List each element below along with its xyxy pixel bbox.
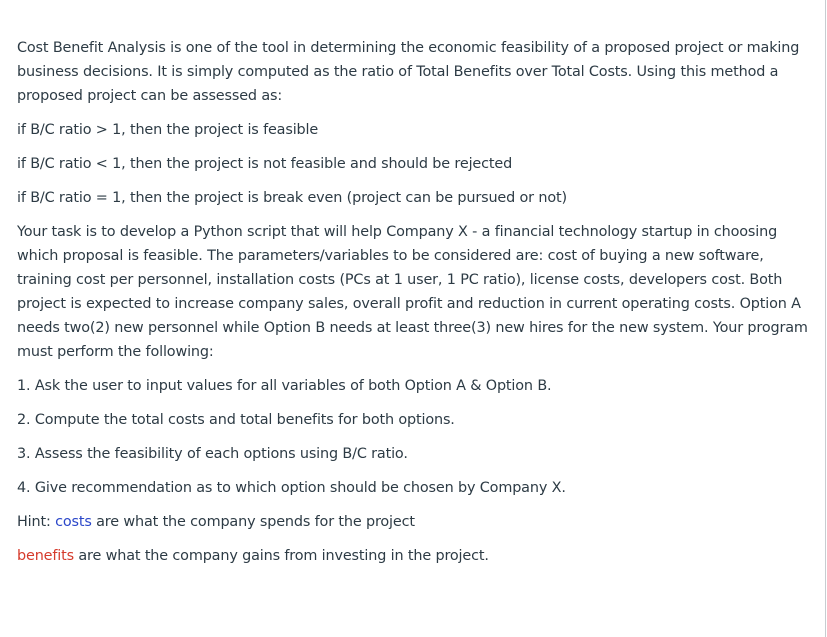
hint-benefits-line	[17, 544, 809, 568]
rule-break-even: if B/C ratio = 1, then the project is break even (project can be pursued or not)	[17, 190, 567, 206]
step-3: 3. Assess the feasibility of each options using B/C ratio.	[17, 446, 408, 462]
costs-highlight: costs	[55, 514, 92, 530]
rule-not-feasible: if B/C ratio < 1, then the project is not feasible and should be rejected	[17, 156, 513, 172]
benefits-highlight: benefits	[17, 548, 74, 564]
intro-paragraph: Cost Benefit Analysis is one of the tool in determining the economic feasibility of a proposed project or making business decisions. It is simply computed as the ratio of Total Benefits over Total Costs. Using this method a proposed project can be assessed as:	[17, 40, 800, 104]
costs-definition: are what the company spends for the project	[91, 514, 415, 530]
hint-costs-line	[17, 510, 809, 534]
assignment-content	[17, 36, 809, 578]
benefits-definition: are what the company gains from investing in the project.	[73, 548, 489, 564]
step-1: 1. Ask the user to input values for all variables of both Option A & Option B.	[17, 378, 552, 394]
step-4: 4. Give recommendation as to which option should be chosen by Company X.	[17, 480, 566, 496]
task-paragraph: Your task is to develop a Python script that will help Company X - a financial technology startup in choosing which proposal is feasible. The parameters/variables to be considered are: cost of buying a new software, training cost per personnel, installation costs (PCs at 1 user, 1 PC ratio), license costs, developers cost. Both project is expected to increase company sales, overall profit and reduction in current operating costs. Option A needs two(2) new personnel while Option B needs at least three(3) new hires for the new system. Your program must perform the following:	[17, 224, 808, 360]
rule-feasible: if B/C ratio > 1, then the project is feasible	[17, 122, 319, 138]
step-2: 2. Compute the total costs and total benefits for both options.	[17, 412, 455, 428]
page-right-border	[825, 0, 826, 637]
hint-prefix: Hint:	[17, 514, 56, 530]
